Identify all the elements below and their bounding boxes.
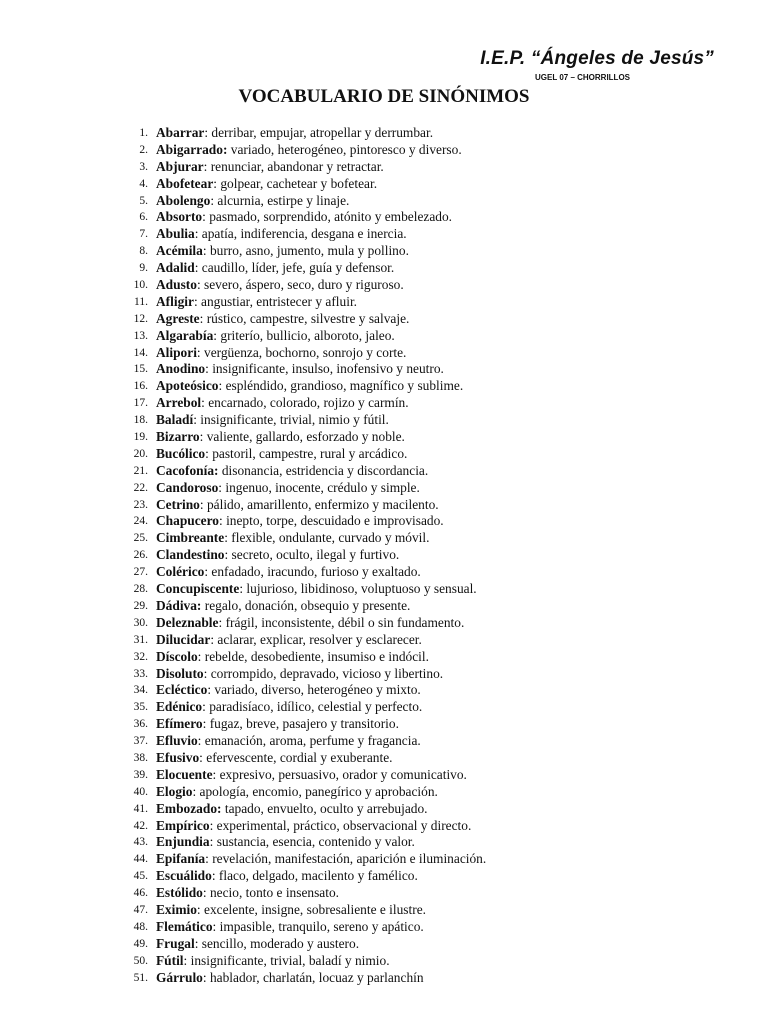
entry-text <box>156 598 410 615</box>
entry-number: 35. <box>133 701 148 714</box>
entry-number: 44. <box>133 853 148 866</box>
entry-definition: sustancia, esencia, contenido y valor. <box>216 834 415 850</box>
entry-term: Díscolo <box>156 648 198 664</box>
entry-separator: : <box>207 682 215 698</box>
entry-separator: : <box>218 378 226 394</box>
entry-text <box>156 666 443 683</box>
entry-definition: experimental, práctico, observacional y directo. <box>216 817 472 833</box>
entry-term: Gárrulo <box>156 969 203 985</box>
entry-separator: : <box>209 834 217 850</box>
entry-number: 47. <box>133 903 148 916</box>
entry-text <box>156 682 421 699</box>
entry-number: 16. <box>133 380 148 393</box>
entry-text <box>156 361 444 378</box>
entry-number: 33. <box>133 667 148 680</box>
entry-definition: aclarar, explicar, resolver y esclarecer. <box>217 631 422 647</box>
entry-text <box>156 429 405 446</box>
entry-term: Estólido <box>156 885 203 901</box>
entry-text <box>156 463 428 480</box>
entry-separator: : <box>199 310 207 326</box>
entry-definition: variado, heterogéneo, pintoresco y diverso. <box>230 141 462 157</box>
entry-number: 34. <box>133 684 148 697</box>
entry-separator: : <box>196 277 205 293</box>
entry-number: 27. <box>133 566 148 579</box>
entry-definition: pasmado, sorprendido, atónito y embelezado. <box>209 209 453 225</box>
entry-number: 38. <box>133 751 148 764</box>
entry-text <box>156 159 384 176</box>
entry-term: Colérico <box>156 564 205 580</box>
entry-number: 46. <box>133 887 148 900</box>
entry-text <box>156 243 409 260</box>
entry-text <box>156 885 339 902</box>
entry-text <box>156 699 422 716</box>
entry-number: 15. <box>133 363 148 376</box>
entry-separator: : <box>205 361 213 377</box>
entry-number: 51. <box>133 971 148 984</box>
entry-number: 22. <box>133 481 148 494</box>
entry-definition: efervescente, cordial y exuberante. <box>206 749 393 765</box>
entry-term: Enjundia <box>156 834 210 850</box>
entry-separator: : <box>212 766 220 782</box>
entry-number: 40. <box>133 785 148 798</box>
entry-text <box>156 851 486 868</box>
entry-separator: : <box>196 901 204 917</box>
entry-separator: : <box>194 260 202 276</box>
entry-number: 12. <box>133 312 148 325</box>
entry-term: Elocuente <box>156 766 213 782</box>
entry-term: Edénico <box>156 699 203 715</box>
entry-definition: fugaz, breve, pasajero y transitorio. <box>209 716 399 732</box>
entry-number: 10. <box>133 279 148 292</box>
entry-definition: caudillo, líder, jefe, guía y defensor. <box>201 260 395 276</box>
entry-term: Eximio <box>156 901 197 917</box>
entry-definition: tapado, envuelto, oculto y arrebujado. <box>224 800 428 816</box>
entry-text <box>156 176 377 193</box>
entry-text <box>156 226 407 243</box>
entry-term: Baladí <box>156 412 194 428</box>
entry-separator: : <box>219 513 227 529</box>
entry-definition: derribar, empujar, atropellar y derrumbar. <box>211 125 434 140</box>
entry-term: Elogio <box>156 783 193 799</box>
entry-text <box>156 581 477 598</box>
entry-definition: pastoril, campestre, rural y arcádico. <box>212 445 408 461</box>
entry-number: 29. <box>133 599 148 612</box>
entry-number: 43. <box>133 836 148 849</box>
entry-number: 28. <box>133 583 148 596</box>
entry-text <box>156 530 429 547</box>
entry-text <box>156 801 428 818</box>
entry-number: 41. <box>133 802 148 815</box>
entry-separator: : <box>197 733 205 749</box>
entry-term: Concupiscente <box>156 581 240 597</box>
entry-term: Bucólico <box>156 445 206 461</box>
entry-text <box>156 716 399 733</box>
entry-number: 14. <box>133 346 148 359</box>
entry-definition: insignificante, trivial, baladí y nimio. <box>190 952 390 968</box>
entry-term: Alipori <box>156 344 197 360</box>
document-title: VOCABULARIO DE SINÓNIMOS <box>238 86 530 107</box>
entry-text <box>156 193 349 210</box>
entry-separator: : <box>193 293 202 309</box>
entry-text <box>156 767 467 784</box>
entry-term: Abofetear <box>156 175 214 191</box>
entry-definition: rústico, campestre, silvestre y salvaje. <box>206 310 410 326</box>
entry-term: Frugal <box>156 935 195 951</box>
entry-separator: : <box>196 344 204 360</box>
entry-definition: encarnado, colorado, rojizo y carmín. <box>208 395 409 411</box>
entry-definition: alcurnia, estirpe y linaje. <box>217 192 350 208</box>
entry-text <box>156 547 399 564</box>
entry-text <box>156 953 390 970</box>
entry-term: Efímero <box>156 716 203 732</box>
entry-definition: golpear, cachetear y bofetear. <box>220 175 378 191</box>
entry-definition: flaco, delgado, macilento y famélico. <box>218 868 418 884</box>
entry-separator: : <box>201 395 209 411</box>
entry-term: Cetrino <box>156 496 200 512</box>
entry-definition: lujurioso, libidinoso, voluptuoso y sensual. <box>246 581 477 597</box>
entry-text <box>156 632 422 649</box>
entry-text <box>156 834 415 851</box>
entry-text <box>156 294 357 311</box>
entry-definition: regalo, donación, obsequio y presente. <box>204 597 411 613</box>
entry-text <box>156 919 424 936</box>
entry-term: Efusivo <box>156 749 200 765</box>
entry-term: Candoroso <box>156 479 219 495</box>
entry-term: Dádiva: <box>156 597 202 613</box>
entry-definition: apología, encomio, panegírico y aprobación. <box>199 783 438 799</box>
entry-number: 39. <box>133 768 148 781</box>
entry-term: Ecléctico <box>156 682 208 698</box>
entry-text <box>156 277 404 294</box>
entry-separator: : <box>203 158 211 174</box>
entry-separator: : <box>192 783 200 799</box>
entry-definition: frágil, inconsistente, débil o sin fundamento. <box>225 614 465 630</box>
entry-separator: : <box>197 648 205 664</box>
entry-separator: : <box>218 479 226 495</box>
entry-number: 49. <box>133 937 148 950</box>
entry-text <box>156 750 393 767</box>
entry-definition: hablador, charlatán, locuaz y parlanchín <box>209 969 424 985</box>
entry-separator: : <box>204 564 212 580</box>
entry-separator: : <box>212 918 220 934</box>
entry-definition: revelación, manifestación, aparición e iluminación. <box>212 851 487 867</box>
entry-term: Acémila <box>156 243 203 259</box>
entry-separator: : <box>202 885 210 901</box>
entry-separator: : <box>202 243 210 259</box>
entry-number: 45. <box>133 870 148 883</box>
entry-separator: : <box>203 665 211 681</box>
entry-separator: : <box>213 327 221 343</box>
entry-definition: espléndido, grandioso, magnífico y sublime. <box>225 378 464 394</box>
entry-text <box>156 395 409 412</box>
entry-number: 37. <box>133 735 148 748</box>
entry-term: Epifanía <box>156 851 206 867</box>
entry-number: 36. <box>133 718 148 731</box>
entry-term: Clandestino <box>156 547 225 563</box>
entry-definition: enfadado, iracundo, furioso y exaltado. <box>211 564 421 580</box>
entry-text <box>156 936 359 953</box>
entry-text <box>156 497 439 514</box>
entry-number: 13. <box>133 329 148 342</box>
entry-definition: secreto, oculto, ilegal y furtivo. <box>231 547 400 563</box>
entry-term: Abjurar <box>156 158 204 174</box>
entry-term: Cimbreante <box>156 530 225 546</box>
entry-definition: flexible, ondulante, curvado y móvil. <box>231 530 430 546</box>
entry-text <box>156 970 424 987</box>
entry-number: 7. <box>139 228 148 241</box>
entry-definition: ingenuo, inocente, crédulo y simple. <box>225 479 420 495</box>
entry-definition: expresivo, persuasivo, orador y comunicativo. <box>219 766 467 782</box>
entry-definition: corrompido, depravado, vicioso y libertino. <box>210 665 444 681</box>
entry-separator: : <box>205 445 213 461</box>
entry-separator: : <box>211 868 219 884</box>
entry-separator: : <box>210 631 218 647</box>
entry-term: Deleznable <box>156 614 219 630</box>
entry-text <box>156 868 418 885</box>
entry-text <box>156 649 429 666</box>
entry-definition: inepto, torpe, descuidado e improvisado. <box>226 513 444 529</box>
entry-definition: rebelde, desobediente, insumiso e indócil. <box>204 648 429 664</box>
entry-text <box>156 733 421 750</box>
entry-term: Agreste <box>156 310 200 326</box>
entry-term: Empírico <box>156 817 210 833</box>
entry-definition: variado, diverso, heterogéneo y mixto. <box>214 682 421 698</box>
entry-term: Cacofonía: <box>156 462 219 478</box>
entry-number: 24. <box>133 515 148 528</box>
entry-separator: : <box>239 581 247 597</box>
entry-term: Afligir <box>156 293 194 309</box>
entry-separator: : <box>194 935 202 951</box>
entry-text <box>156 209 452 226</box>
entry-definition: disonancia, estridencia y discordancia. <box>221 462 429 478</box>
entry-number: 4. <box>139 177 148 190</box>
entry-number: 25. <box>133 532 148 545</box>
entry-separator: : <box>202 209 210 225</box>
entry-separator: : <box>199 496 207 512</box>
entry-term: Adalid <box>156 260 195 276</box>
entry-term: Arrebol <box>156 395 202 411</box>
entry-definition: renunciar, abandonar y retractar. <box>210 158 384 174</box>
entry-text <box>156 260 394 277</box>
entry-number: 50. <box>133 954 148 967</box>
entry-definition: sencillo, moderado y austero. <box>201 935 360 951</box>
entry-term: Embozado: <box>156 800 222 816</box>
entry-number: 31. <box>133 633 148 646</box>
entry-text <box>156 818 471 835</box>
entry-separator: : <box>202 699 210 715</box>
entry-term: Algarabía <box>156 327 214 343</box>
entry-term: Anodino <box>156 361 206 377</box>
entry-number: 20. <box>133 447 148 460</box>
entry-text <box>156 125 433 142</box>
entry-definition: valiente, gallardo, esforzado y noble. <box>206 429 405 445</box>
entry-text <box>156 902 426 919</box>
entry-number: 32. <box>133 650 148 663</box>
entry-term: Flemático <box>156 918 213 934</box>
entry-number: 5. <box>139 194 148 207</box>
school-subtitle: UGEL 07 – CHORRILLOS <box>535 73 630 82</box>
entry-definition: pálido, amarillento, enfermizo y macilento. <box>206 496 439 512</box>
entry-term: Escuálido <box>156 868 212 884</box>
entry-definition: griterío, bullicio, alboroto, jaleo. <box>220 327 395 343</box>
entry-text <box>156 142 462 159</box>
entry-separator: : <box>209 817 217 833</box>
entry-definition: insignificante, insulso, inofensivo y neutro. <box>212 361 444 377</box>
entry-definition: impasible, tranquilo, sereno y apático. <box>219 918 424 934</box>
entry-term: Dilucidar <box>156 631 211 647</box>
entry-term: Abolengo <box>156 192 211 208</box>
entry-definition: necio, tonto e insensato. <box>209 885 340 901</box>
entry-separator: : <box>210 192 218 208</box>
entry-separator: : <box>205 851 213 867</box>
entry-term: Apoteósico <box>156 378 219 394</box>
entry-number: 8. <box>139 245 148 258</box>
entry-separator: : <box>224 547 232 563</box>
entry-definition: excelente, insigne, sobresaliente e ilustre. <box>204 901 426 917</box>
entry-definition: apatía, indiferencia, desgana e inercia. <box>201 226 407 242</box>
entry-term: Adusto <box>156 277 197 293</box>
entry-number: 26. <box>133 549 148 562</box>
entry-separator: : <box>193 412 201 428</box>
entry-separator: : <box>218 614 226 630</box>
entry-number: 48. <box>133 920 148 933</box>
entry-separator: : <box>213 175 221 191</box>
entry-term: Abulia <box>156 226 195 242</box>
entry-number: 1. <box>139 127 148 139</box>
entry-term: Fútil <box>156 952 184 968</box>
entry-term: Absorto <box>156 209 203 225</box>
entry-number: 6. <box>139 211 148 224</box>
entry-text <box>156 513 444 530</box>
entry-text <box>156 345 406 362</box>
entry-number: 18. <box>133 414 148 427</box>
entry-definition: emanación, aroma, perfume y fragancia. <box>204 733 421 749</box>
entry-term: Bizarro <box>156 429 200 445</box>
entry-text <box>156 311 409 328</box>
entry-separator: : <box>202 716 210 732</box>
entry-term: Abarrar <box>156 125 205 140</box>
entry-number: 19. <box>133 431 148 444</box>
entry-separator: : <box>199 429 207 445</box>
entry-text <box>156 615 464 632</box>
entry-separator: : <box>204 125 212 140</box>
entry-separator: : <box>199 749 207 765</box>
entry-separator: : <box>202 969 210 985</box>
entry-definition: angustiar, entristecer y afluir. <box>201 293 358 309</box>
entry-number: 42. <box>133 819 148 832</box>
entry-separator: : <box>224 530 232 546</box>
entry-text <box>156 328 395 345</box>
entry-definition: burro, asno, jumento, mula y pollino. <box>209 243 409 259</box>
entry-text <box>156 378 463 395</box>
entry-number: 3. <box>139 160 148 173</box>
entry-text <box>156 446 407 463</box>
entry-term: Efluvio <box>156 733 198 749</box>
entry-definition: severo, áspero, seco, duro y riguroso. <box>204 277 404 293</box>
entry-definition: paradisíaco, idílico, celestial y perfecto. <box>209 699 423 715</box>
entry-term: Abigarrado: <box>156 141 228 157</box>
entry-separator: : <box>183 952 191 968</box>
entry-number: 21. <box>133 464 148 477</box>
entry-definition: insignificante, trivial, nimio y fútil. <box>200 412 389 428</box>
entry-term: Disoluto <box>156 665 204 681</box>
entry-number: 23. <box>133 498 148 511</box>
entry-number: 9. <box>139 262 148 275</box>
entry-number: 30. <box>133 616 148 629</box>
entry-text <box>156 784 438 801</box>
entry-text <box>156 564 421 581</box>
entry-separator: : <box>194 226 202 242</box>
entry-number: 17. <box>133 397 148 410</box>
entry-definition: vergüenza, bochorno, sonrojo y corte. <box>204 344 407 360</box>
school-name: I.E.P. “Ángeles de Jesús” <box>480 48 714 69</box>
entry-number: 2. <box>139 143 148 156</box>
entry-text <box>156 412 389 429</box>
entry-number: 11. <box>134 295 148 308</box>
entry-term: Chapucero <box>156 513 219 529</box>
entry-text <box>156 480 420 497</box>
